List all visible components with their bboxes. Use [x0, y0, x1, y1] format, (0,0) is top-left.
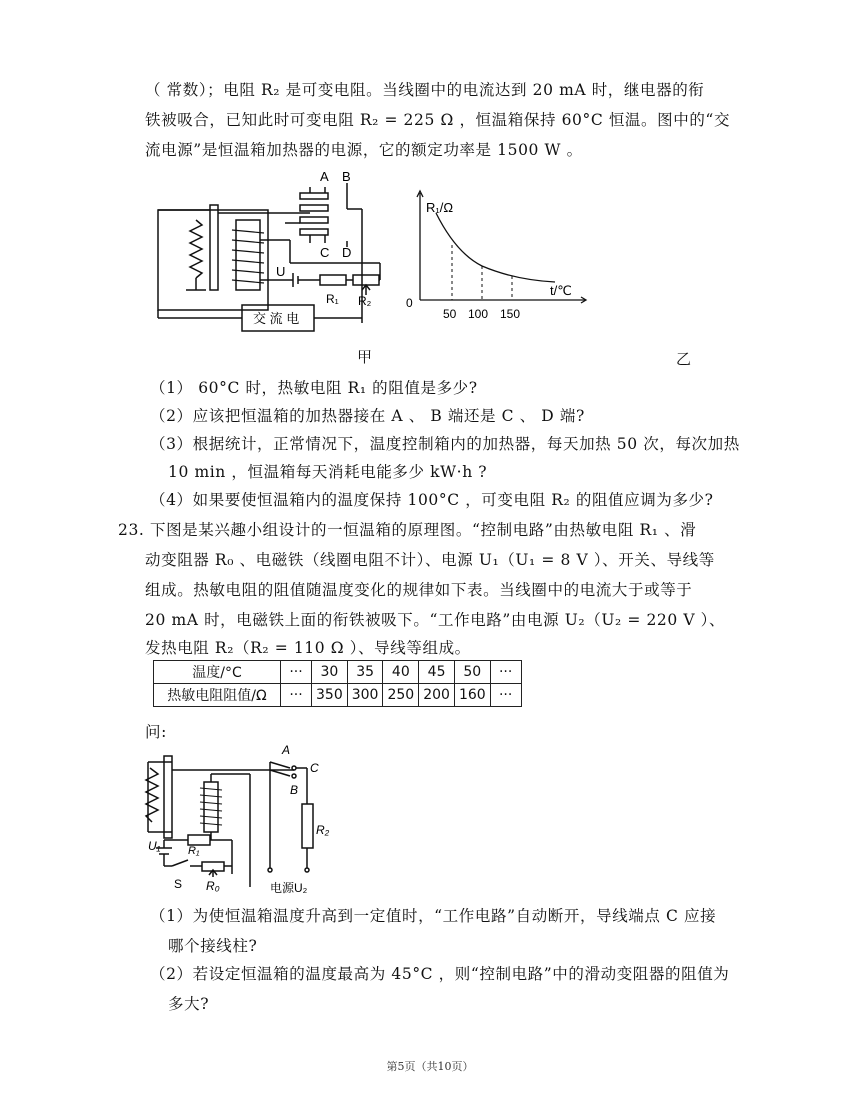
- terminal-c-label: C: [320, 245, 330, 260]
- table-cell: 200: [419, 684, 455, 707]
- question-line: 多大?: [168, 995, 210, 1013]
- r2-label: R₂: [358, 294, 372, 308]
- question-line: 23. 下图是某兴趣小组设计的一恒温箱的原理图。“控制电路”由热敏电阻 R₁ 、滑: [118, 521, 697, 539]
- graph-tick-label: 150: [500, 307, 521, 321]
- question-line: 动变阻器 R₀ 、电磁铁（线圈电阻不计）、电源 U₁（U₁ = 8 V ）、开关、导线等: [145, 551, 715, 569]
- table-cell: 35: [347, 661, 383, 684]
- r1-label: R₁: [188, 845, 200, 857]
- terminal-a-label: A: [320, 169, 329, 184]
- resistance-temperature-graph: [400, 185, 595, 325]
- table-cell: ···: [281, 684, 312, 707]
- relay-circuit-figure: [150, 165, 400, 335]
- table-cell: 30: [312, 661, 348, 684]
- table-row: [154, 661, 522, 684]
- question-line: 10 min ，恒温箱每天消耗电能多少 kW·h ?: [168, 463, 488, 481]
- paragraph-line: （ 常数）；电阻 R₂ 是可变电阻。当线圈中的电流达到 20 mA 时，继电器的衔: [145, 81, 705, 99]
- question-line: （4）如果要使恒温箱内的温度保持 100°C ，可变电阻 R₂ 的阻值应调为多少?: [150, 491, 714, 509]
- table-cell: 45: [419, 661, 455, 684]
- table-cell: 350: [312, 684, 348, 707]
- question-line: 组成。热敏电阻的阻值随温度变化的规律如下表。当线圈中的电流大于或等于: [145, 581, 693, 599]
- question-line: （3）根据统计，正常情况下，温度控制箱内的加热器，每天加热 50 次，每次加热: [150, 435, 740, 453]
- u1-label: U₁: [148, 839, 161, 853]
- r1-label: R₁: [326, 292, 339, 306]
- resistance-table: [153, 660, 522, 707]
- table-row: [154, 684, 522, 707]
- graph-x-axis-label: t/℃: [550, 283, 572, 298]
- terminal-b-label: B: [342, 169, 351, 184]
- graph-origin-label: 0: [406, 296, 413, 310]
- ask-label: 问:: [145, 723, 167, 741]
- question-line: 哪个接线柱?: [168, 937, 258, 955]
- graph-tick-label: 50: [443, 307, 457, 321]
- graph-y-axis-label: R₁/Ω: [426, 200, 454, 215]
- table-cell: 热敏电阻阻值/Ω: [154, 684, 281, 707]
- table-cell: ···: [490, 661, 521, 684]
- r2-label: R₂: [316, 823, 330, 837]
- r0-label: R₀: [206, 879, 220, 893]
- question-line: （2）若设定恒温箱的温度最高为 45°C ，则“控制电路”中的滑动变阻器的阻值为: [150, 965, 730, 983]
- contact-b-label: B: [290, 783, 299, 797]
- page-footer: 第5页（共10页）: [386, 1060, 474, 1073]
- battery-u-label: U: [276, 264, 286, 279]
- question-line: （1） 60°C 时，热敏电阻 R₁ 的阻值是多少?: [150, 379, 478, 397]
- terminal-d-label: D: [342, 245, 352, 260]
- contact-c-label: C: [310, 761, 319, 775]
- table-cell: 50: [454, 661, 490, 684]
- ac-source-label: 交 流 电: [253, 311, 300, 326]
- contact-a-label: A: [282, 743, 291, 757]
- table-cell: ···: [490, 684, 521, 707]
- u2-source-label: 电源U₂: [270, 881, 308, 895]
- table-cell: 160: [454, 684, 490, 707]
- thermostat-circuit-figure: [142, 742, 352, 898]
- question-line: 20 mA 时，电磁铁上面的衔铁被吸下。“工作电路”由电源 U₂（U₂ = 220 V ）、: [145, 611, 726, 629]
- table-cell: 温度/°C: [154, 661, 281, 684]
- table-cell: 300: [347, 684, 383, 707]
- question-line: （2）应该把恒温箱的加热器接在 A 、 B 端还是 C 、 D 端?: [150, 407, 585, 425]
- table-cell: 40: [383, 661, 419, 684]
- figure-caption-jia: 甲: [357, 348, 373, 366]
- figure-caption-yi: 乙: [676, 350, 692, 368]
- table-cell: 250: [383, 684, 419, 707]
- switch-s-label: S: [174, 877, 183, 891]
- question-line: （1）为使恒温箱温度升高到一定值时，“工作电路”自动断开，导线端点 C 应接: [150, 907, 717, 925]
- paragraph-line: 流电源”是恒温箱加热器的电源，它的额定功率是 1500 W 。: [145, 141, 583, 159]
- graph-tick-label: 100: [468, 307, 489, 321]
- paragraph-line: 铁被吸合，已知此时可变电阻 R₂ = 225 Ω ，恒温箱保持 60°C 恒温。图中的“交: [145, 111, 731, 129]
- table-cell: ···: [281, 661, 312, 684]
- question-line: 发热电阻 R₂（R₂ = 110 Ω ）、导线等组成。: [145, 639, 471, 657]
